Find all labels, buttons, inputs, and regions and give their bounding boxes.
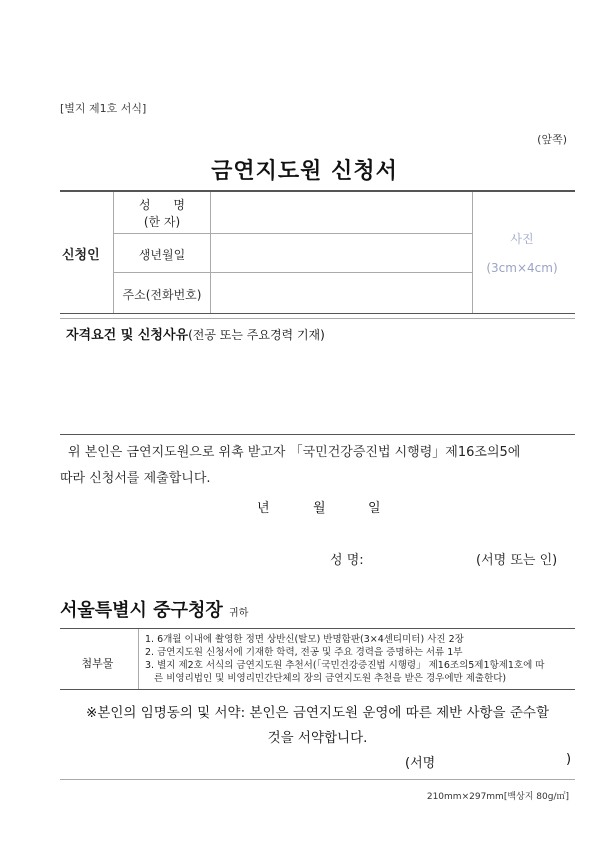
qualification-subtitle: (전공 또는 주요경력 기재) [188, 328, 325, 342]
statement-line-1: 위 본인은 금연지도원으로 위촉 받고자 「국민건강증진법 시행령」제16조의5에 [68, 445, 521, 460]
attachments-label: 첨부물 [81, 657, 114, 670]
address-label: 주소(전화번호) [122, 288, 202, 302]
form-number: [별지 제1호 서식] [60, 102, 147, 115]
photo-label: 사진 [510, 232, 534, 246]
date-month: 월 [313, 501, 326, 516]
recipient-office-name: 서울특별시 중구청장 [60, 600, 223, 621]
birth-date-field[interactable] [211, 234, 472, 272]
name-label: 성 명 [138, 198, 186, 212]
attachment-item: 3. 별지 제2호 서식의 금연지도원 추천서(「국민건강증진법 시행령」 제16조의5제1항제1호에 따 [145, 660, 545, 671]
attachments-bottom-border [60, 689, 575, 690]
signer-label: 성 명: [330, 553, 364, 568]
name-field[interactable] [211, 192, 472, 233]
qualification-field[interactable] [60, 345, 575, 430]
attachments-col-divider [138, 629, 139, 689]
attachment-item: 1. 6개월 이내에 촬영한 정면 상반신(탈모) 반명함판(3×4센티미터) 사진 2장 [145, 634, 464, 645]
attachment-item: 른 비영리법인 및 비영리민간단체의 장의 금연지도원 추천을 받은 경우에만 제출한다) [145, 673, 507, 684]
col-divider-3 [472, 192, 473, 313]
date-day: 일 [368, 501, 381, 516]
photo-size-label: (3cm×4cm) [486, 261, 558, 275]
page-title: 금연지도원 신청서 [211, 159, 398, 184]
pledge-sign-open: (서명 [405, 756, 436, 771]
qualification-bottom-border [60, 434, 575, 435]
date-year: 년 [257, 501, 270, 516]
name-hanja-label: (한 자) [143, 215, 181, 229]
pledge-line-2: 것을 서약합니다. [267, 730, 368, 746]
statement-line-2: 따라 신청서를 제출합니다. [60, 471, 211, 486]
paper-spec: 210mm×297mm[백상지 80g/㎡] [426, 792, 569, 802]
table-section-divider [60, 313, 575, 314]
pledge-sign-field[interactable] [445, 750, 560, 770]
table-section-divider-2 [60, 318, 575, 319]
page-side-label: (앞쪽) [537, 133, 567, 146]
applicant-section-label: 신청인 [62, 248, 100, 263]
recipient-honorific: 귀하 [229, 608, 249, 619]
signer-note: (서명 또는 인) [476, 553, 558, 568]
qualification-label [66, 324, 325, 343]
qualification-title: 자격요건 및 신청사유 [66, 328, 189, 343]
footer-divider [60, 779, 575, 780]
recipient-office [60, 596, 248, 622]
birth-date-label: 생년월일 [138, 248, 186, 262]
pledge-sign-close: ) [566, 752, 572, 767]
address-field[interactable] [211, 273, 472, 313]
signer-field[interactable] [380, 545, 470, 565]
attachment-item: 2. 금연지도원 신청서에 기재한 학력, 전공 및 주요 경력을 증명하는 서류 1부 [145, 647, 463, 658]
pledge-line-1: ※본인의 임명동의 및 서약: 본인은 금연지도원 운영에 따른 제반 사항을 준수할 [85, 705, 550, 721]
